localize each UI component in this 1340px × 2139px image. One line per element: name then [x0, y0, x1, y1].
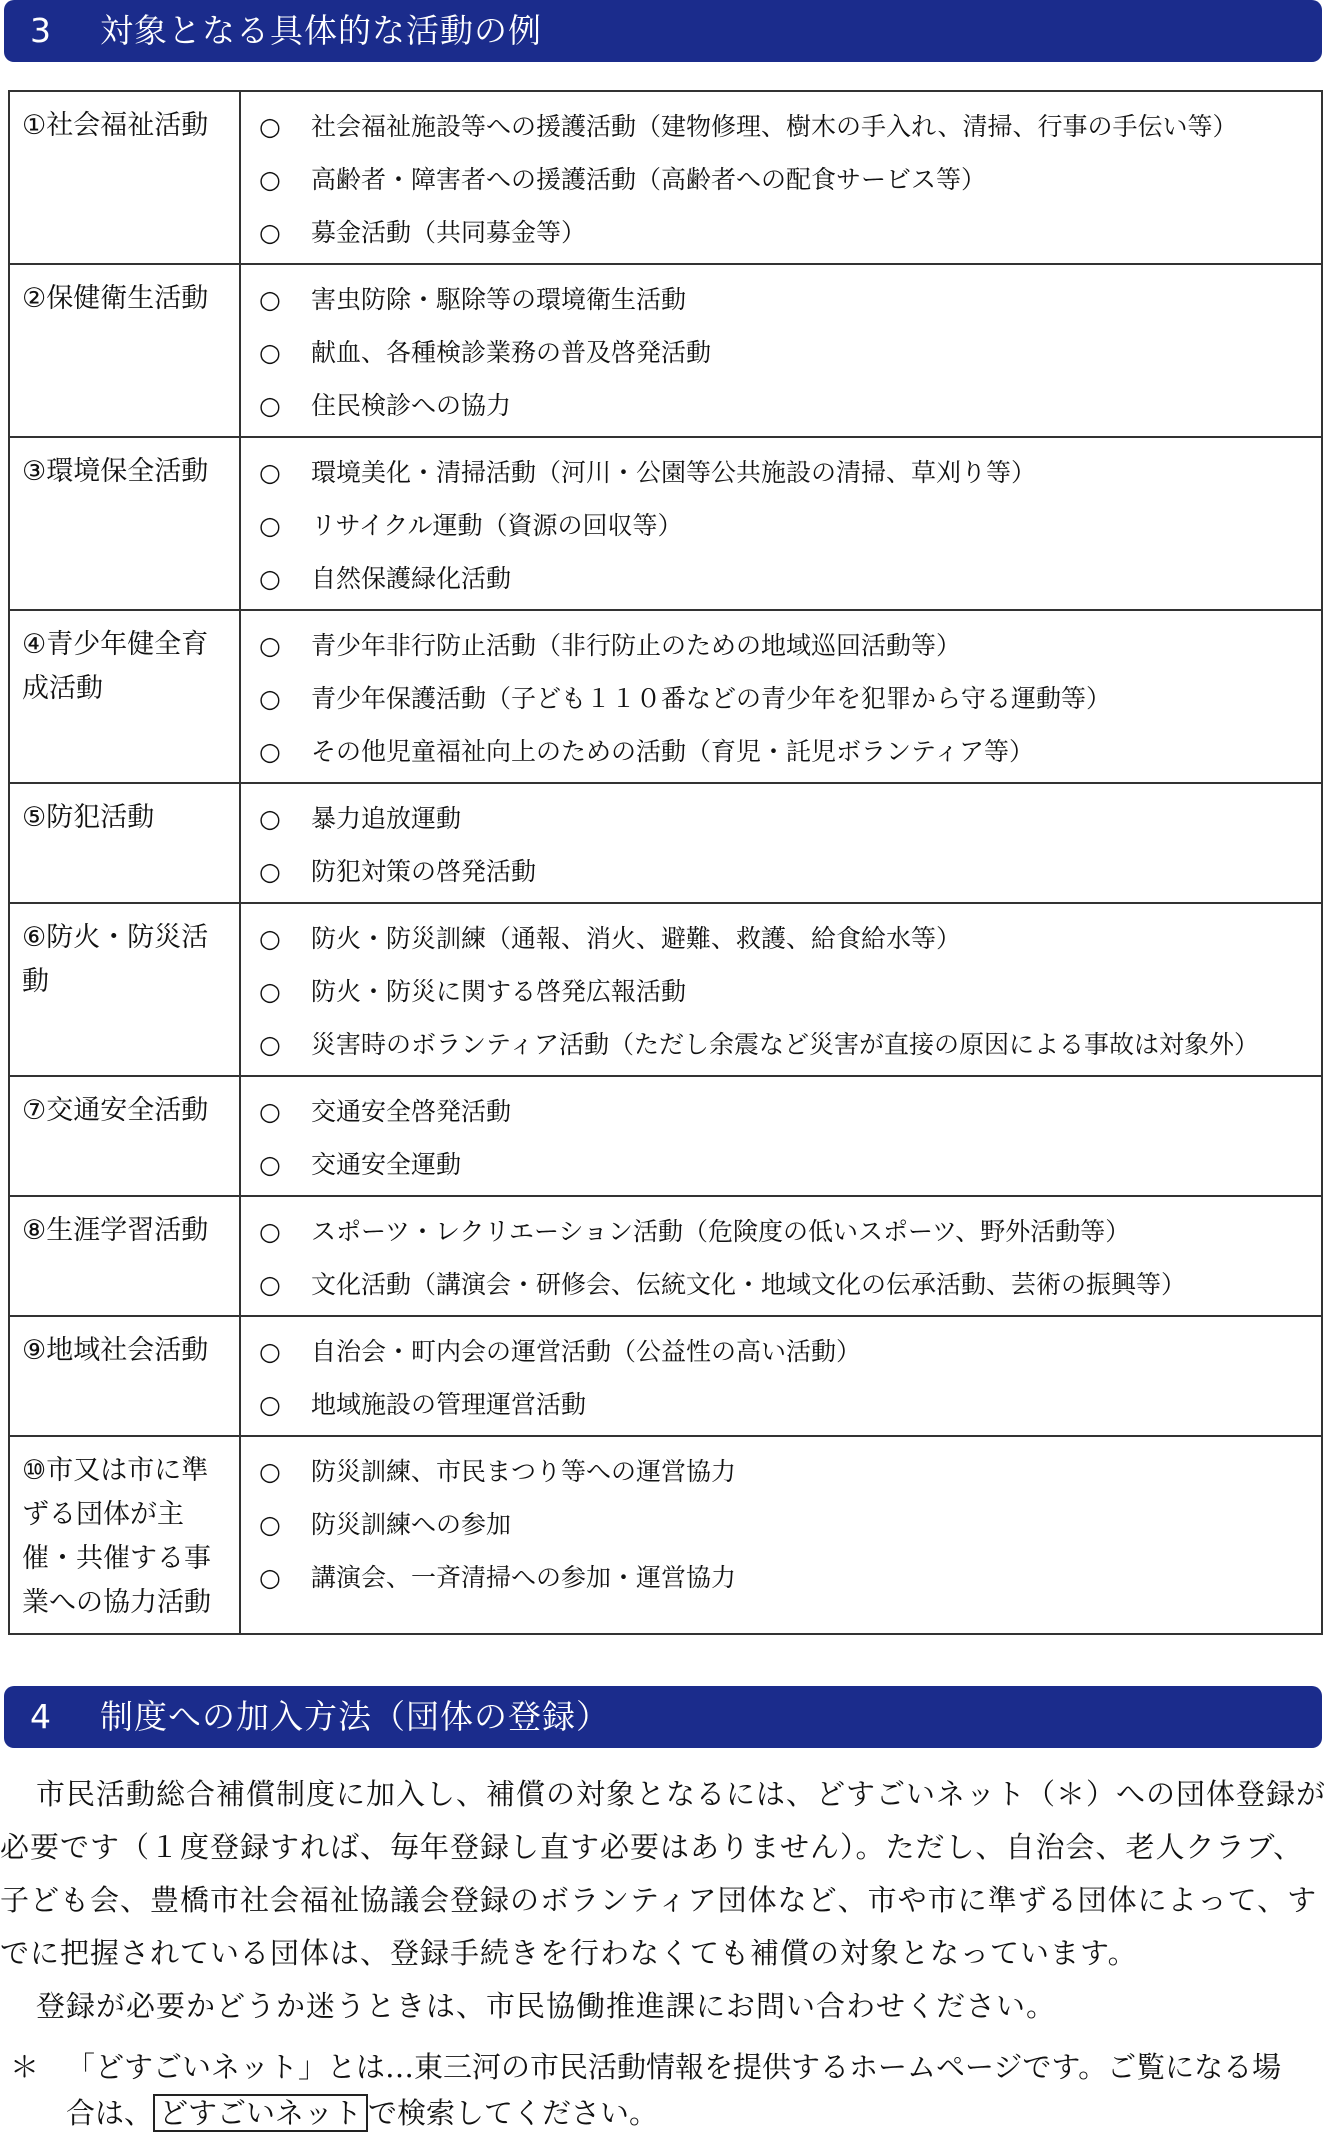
activity-item [241, 1085, 1321, 1138]
circle-bullet-icon: ○ [259, 1097, 281, 1126]
activity-row [9, 1076, 1322, 1196]
circle-bullet-icon: ○ [259, 857, 281, 886]
activity-item-text: 青少年非行防止活動（非行防止のための地域巡回活動等） [311, 631, 962, 660]
activity-item [241, 1205, 1321, 1258]
activity-item-text: 社会福祉施設等への援護活動（建物修理、樹木の手入れ、清掃、行事の手伝い等） [311, 112, 1238, 141]
registration-text [0, 1768, 1330, 2033]
circle-bullet-icon: ○ [259, 684, 281, 713]
activity-item-text: 交通安全運動 [311, 1150, 462, 1179]
activity-items [240, 783, 1322, 903]
activity-row [9, 1196, 1322, 1316]
section-3-header [4, 0, 1322, 62]
activity-category: ⑦交通安全活動 [9, 1076, 240, 1196]
footnote-text: 合は、 [66, 2096, 154, 2130]
circle-bullet-icon: ○ [259, 458, 281, 487]
circle-bullet-icon: ○ [259, 804, 281, 833]
activity-item [241, 1445, 1321, 1498]
activity-items [240, 1316, 1322, 1436]
circle-bullet-icon: ○ [259, 737, 281, 766]
activity-row [9, 264, 1322, 437]
activity-item [241, 1018, 1321, 1071]
activity-row [9, 437, 1322, 610]
circle-bullet-icon: ○ [259, 112, 281, 141]
circle-bullet-icon: ○ [259, 285, 281, 314]
circle-bullet-icon: ○ [259, 1563, 281, 1592]
activity-items [240, 1196, 1322, 1316]
activity-item-text: 環境美化・清掃活動（河川・公園等公共施設の清掃、草刈り等） [311, 458, 1037, 487]
activity-item-text: 住民検診への協力 [311, 391, 512, 420]
activity-item-text: 高齢者・障害者への援護活動（高齢者への配食サービス等） [311, 165, 987, 194]
activity-item [241, 273, 1321, 326]
activity-items [240, 264, 1322, 437]
circle-bullet-icon: ○ [259, 1150, 281, 1179]
activity-category: ①社会福祉活動 [9, 91, 240, 264]
activity-items [240, 610, 1322, 783]
activity-item-text: 自治会・町内会の運営活動（公益性の高い活動） [311, 1337, 862, 1366]
activity-row [9, 903, 1322, 1076]
activity-item [241, 1325, 1321, 1378]
activity-category: ⑤防犯活動 [9, 783, 240, 903]
activity-item [241, 792, 1321, 845]
circle-bullet-icon: ○ [259, 631, 281, 660]
activity-item [241, 326, 1321, 379]
activity-item-text: 防災訓練、市民まつり等への運営協力 [311, 1457, 737, 1486]
section-title: 対象となる具体的な活動の例 [100, 11, 542, 50]
activities-table [8, 90, 1323, 1635]
circle-bullet-icon: ○ [259, 1337, 281, 1366]
circle-bullet-icon: ○ [259, 564, 281, 593]
activity-item-text: 防火・防災に関する啓発広報活動 [311, 977, 687, 1006]
activity-row [9, 783, 1322, 903]
activity-item [241, 1258, 1321, 1311]
activity-item [241, 446, 1321, 499]
circle-bullet-icon: ○ [259, 1390, 281, 1419]
footnote-text: で検索してください。 [368, 2096, 659, 2130]
section-number: 4 [30, 1697, 52, 1736]
activity-item-text: 自然保護緑化活動 [311, 564, 512, 593]
activity-category: ⑥防火・防災活動 [9, 903, 240, 1076]
circle-bullet-icon: ○ [259, 1270, 281, 1299]
activity-item [241, 206, 1321, 259]
activity-row [9, 91, 1322, 264]
activity-category: ③環境保全活動 [9, 437, 240, 610]
activity-items [240, 903, 1322, 1076]
activity-item [241, 912, 1321, 965]
activity-item-text: 防犯対策の啓発活動 [311, 857, 537, 886]
circle-bullet-icon: ○ [259, 1030, 281, 1059]
footnote-text: 「どすごいネット」とは…東三河の市民活動情報を提供するホームページです。ご覧になる場 [66, 2050, 1282, 2084]
activity-item [241, 845, 1321, 898]
activity-item [241, 1551, 1321, 1604]
activity-item-text: 防火・防災訓練（通報、消火、避難、救護、給食給水等） [311, 924, 962, 953]
activity-item-text: 交通安全啓発活動 [311, 1097, 512, 1126]
activity-category: ⑨地域社会活動 [9, 1316, 240, 1436]
paragraph: 市民活動総合補償制度に加入し、補償の対象となるには、どすごいネット（＊）への団体登録が必要です（１度登録すれば、毎年登録し直す必要はありません）。ただし、自治会、老人クラブ、子ども会、豊橋市社会福祉協議会登録のボランティア団体など、市や市に準ずる団体によって、すでに把握されている団体は、登録手続きを行わなくても補償の対象となっています。 [0, 1777, 1327, 1970]
activity-item [241, 619, 1321, 672]
search-keyword-box: どすごいネット [153, 2094, 368, 2132]
activity-item [241, 965, 1321, 1018]
circle-bullet-icon: ○ [259, 1457, 281, 1486]
activity-item [241, 552, 1321, 605]
section-title: 制度への加入方法（団体の登録） [100, 1697, 610, 1736]
activity-category: ②保健衛生活動 [9, 264, 240, 437]
activity-items [240, 437, 1322, 610]
circle-bullet-icon: ○ [259, 1510, 281, 1539]
circle-bullet-icon: ○ [259, 1217, 281, 1246]
circle-bullet-icon: ○ [259, 391, 281, 420]
activity-item [241, 100, 1321, 153]
activity-item-text: リサイクル運動（資源の回収等） [311, 511, 683, 540]
paragraph: 登録が必要かどうか迷うときは、市民協働推進課にお問い合わせください。 [36, 1989, 1057, 2023]
activity-item [241, 499, 1321, 552]
footnote-mark: ＊ [10, 2050, 40, 2084]
activity-category: ⑧生涯学習活動 [9, 1196, 240, 1316]
activity-item-text: 講演会、一斉清掃への参加・運営協力 [311, 1563, 737, 1592]
circle-bullet-icon: ○ [259, 165, 281, 194]
activity-item-text: 募金活動（共同募金等） [311, 218, 587, 247]
activity-row [9, 610, 1322, 783]
activity-items [240, 1076, 1322, 1196]
activity-item [241, 1138, 1321, 1191]
activity-item-text: その他児童福祉向上のための活動（育児・託児ボランティア等） [311, 737, 1035, 766]
activity-item [241, 672, 1321, 725]
activity-item-text: 献血、各種検診業務の普及啓発活動 [311, 338, 712, 367]
footnote [10, 2044, 1330, 2136]
activity-item-text: 災害時のボランティア活動（ただし余震など災害が直接の原因による事故は対象外） [311, 1030, 1260, 1059]
activity-item-text: スポーツ・レクリエーション活動（危険度の低いスポーツ、野外活動等） [311, 1217, 1131, 1246]
activity-items [240, 1436, 1322, 1634]
activity-item [241, 379, 1321, 432]
activity-category: ⑩市又は市に準ずる団体が主催・共催する事業への協力活動 [9, 1436, 240, 1634]
circle-bullet-icon: ○ [259, 338, 281, 367]
circle-bullet-icon: ○ [259, 924, 281, 953]
activity-item [241, 153, 1321, 206]
activity-item-text: 暴力追放運動 [311, 804, 462, 833]
activity-item-text: 害虫防除・駆除等の環境衛生活動 [311, 285, 687, 314]
activity-row [9, 1436, 1322, 1634]
activity-item [241, 725, 1321, 778]
activity-category: ④青少年健全育成活動 [9, 610, 240, 783]
activity-item-text: 地域施設の管理運営活動 [311, 1390, 587, 1419]
activity-item [241, 1378, 1321, 1431]
circle-bullet-icon: ○ [259, 977, 281, 1006]
activity-items [240, 91, 1322, 264]
activity-item-text: 文化活動（講演会・研修会、伝統文化・地域文化の伝承活動、芸術の振興等） [311, 1270, 1187, 1299]
section-number: 3 [30, 11, 52, 50]
circle-bullet-icon: ○ [259, 218, 281, 247]
activity-item-text: 青少年保護活動（子ども１１０番などの青少年を犯罪から守る運動等） [311, 684, 1112, 713]
activity-row [9, 1316, 1322, 1436]
activity-item [241, 1498, 1321, 1551]
section-4-header [4, 1686, 1322, 1748]
activity-item-text: 防災訓練への参加 [311, 1510, 512, 1539]
circle-bullet-icon: ○ [259, 511, 281, 540]
